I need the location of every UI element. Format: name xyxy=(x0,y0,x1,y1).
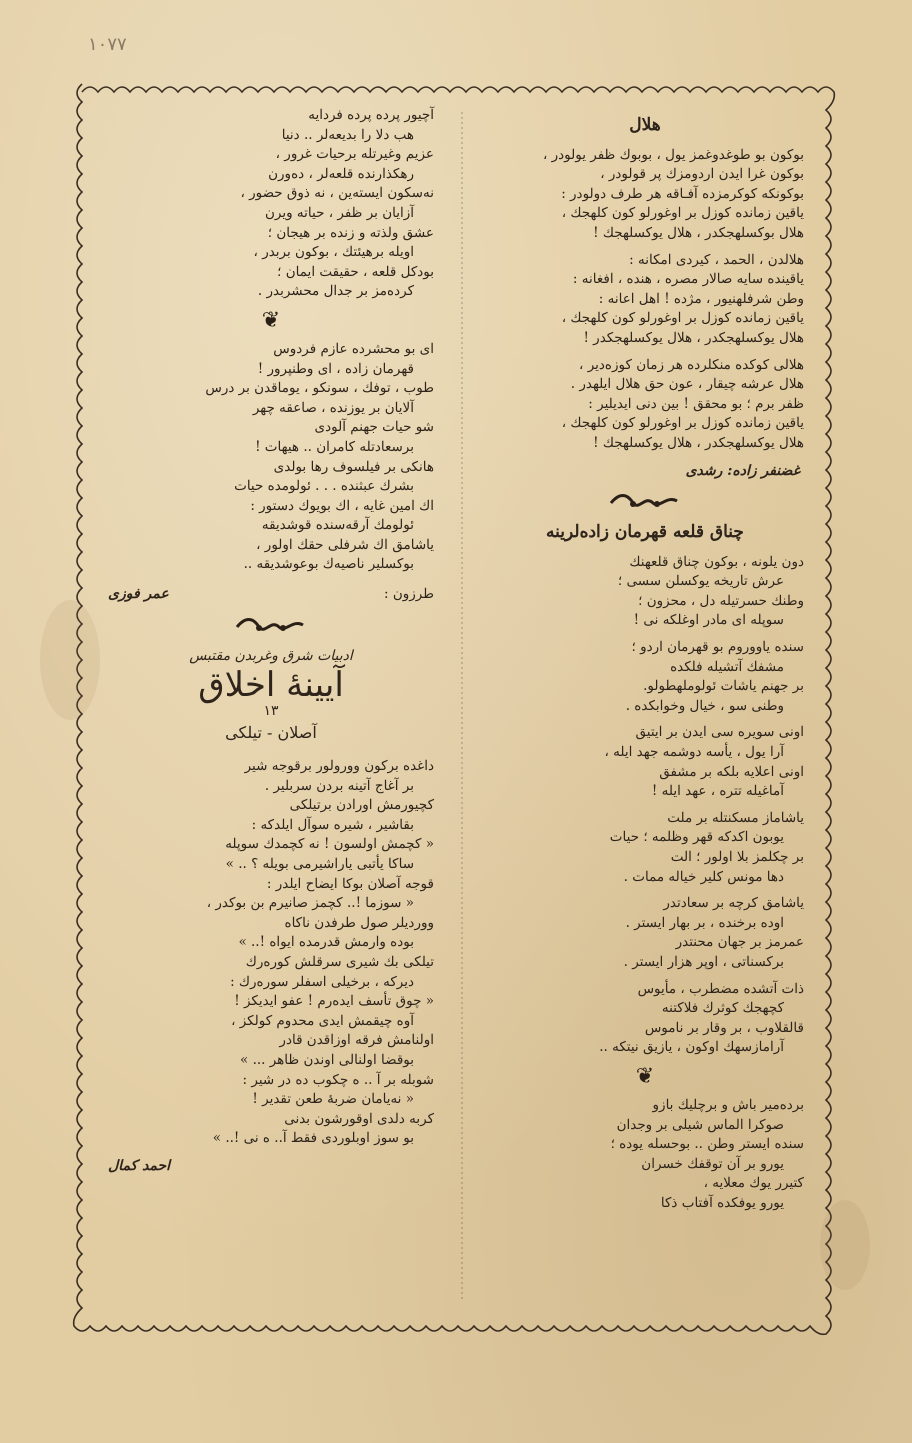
paper-stain xyxy=(820,1200,870,1290)
poem-line: آچیور پرده پرده فردایه xyxy=(308,107,434,123)
stanza xyxy=(108,340,434,575)
poem-title-hilal: هلال xyxy=(629,115,661,135)
stanza xyxy=(486,251,804,349)
stanza xyxy=(108,106,434,302)
poem-line: برسعادتله کامران .. هیهات ! xyxy=(255,438,414,455)
poem-line: مشفك آتشیله فلکده xyxy=(670,658,784,675)
stanza xyxy=(486,146,804,244)
poem-line: آماغیله تتره ، عهد ایله ! xyxy=(651,783,784,800)
ornament-divider xyxy=(605,491,685,511)
poem-line: قوجه آصلان بوکا ایضاح ایلدر : xyxy=(266,875,434,892)
poem-line: وطن شرفلهنیور ، مژده ! اهل اعانه : xyxy=(598,290,804,307)
poem-line: برده‌میر باش و برچلیك بازو xyxy=(652,1096,804,1113)
poem-line: بوکون غرا ایدن اردومزك پر قولودر ، xyxy=(600,166,804,183)
poem-line: اوده برخنده ، بر بهار ایستر . xyxy=(625,914,784,931)
fleuron-icon: ❦ xyxy=(635,1063,655,1089)
ornament-divider xyxy=(231,615,311,635)
poem-line: اولنامش فرقه اوزاقدن قادر xyxy=(279,1032,434,1049)
poem-top-footer xyxy=(108,585,434,605)
poem-line: بر آغاج آتینه بردن سربلیر . xyxy=(264,777,414,794)
poem-line: ذات آتشده مضطرب ، مأیوس xyxy=(637,980,804,997)
series-heading: ادبیات شرق وغربدن مقتبس xyxy=(189,647,353,664)
poem-line: هلالدن ، الحمد ، کیردی امکانه : xyxy=(629,251,804,268)
paper-stain xyxy=(40,600,100,720)
left-column xyxy=(108,106,434,1177)
poem-line: دیرکه ، برخیلی اسفلر سوره‌رك : xyxy=(230,973,414,990)
poem-line: هلال عرشه چیقار ، عون حق هلال ایلهدر . xyxy=(570,376,804,393)
fable-signature: احمد کمال xyxy=(108,1157,171,1174)
poem-line: کتیرر یوك معلایه ، xyxy=(703,1175,804,1192)
poem-line: ای بو محشرده عازم فردوس xyxy=(273,340,434,357)
poem-line: صوکرا الماس شیلی بر وجدان xyxy=(616,1116,784,1133)
poem-line: « نه‌یامان ضربهٔ طعن تقدیر ! xyxy=(252,1091,414,1108)
poem-line: آرا یول ، یأسه دوشمه جهد ایله ، xyxy=(604,744,784,761)
poem-line: یاقین زمانده کوزل بر اوغورلو کون کلهجك ، xyxy=(561,415,804,432)
poem-line: بودکل قلعه ، حقیقت ایمان ؛ xyxy=(277,263,434,280)
poem-hilal xyxy=(486,146,804,454)
poem-line: کچهجك کوثرك فلاکتنه xyxy=(661,1000,784,1017)
poem-line: دها مونس کلیر خیاله ممات . xyxy=(623,868,784,885)
poem-line: بر جهنم یاشات ئولوملهطولو. xyxy=(643,678,804,695)
poem-line: اونی اعلایه بلکه بر مشفق xyxy=(659,763,804,780)
poem-line: طوب ، توفك ، سونکو ، یوماقدن بر درس xyxy=(205,380,434,397)
poem-line: « سوزما !.. کچمز صانیرم بن بوکدر ، xyxy=(206,895,414,912)
poem-line: سنده یاووروم بو قهرمان اردو ؛ xyxy=(631,639,804,656)
poem-line: هلال یوکسلهجکدر ، هلال یوکسلهجك ! xyxy=(593,434,804,451)
poem-line: عزیم وغیرتله برحیات غرور ، xyxy=(275,146,434,163)
fable-subtitle: آصلان - تیلکی xyxy=(225,723,317,743)
poem-line: شوبله بر آ .. ه چکوب ده در شیر : xyxy=(242,1071,434,1088)
poem-line: یوبون اکدکه قهر وظلمه ؛ حیات xyxy=(609,829,784,846)
poem-line: آلایان بر یوزنده ، صاعقه چهر xyxy=(252,399,414,416)
poem-top-signature: عمر فوزی xyxy=(108,586,169,603)
poem-line: بوکسلیر ناصیه‌ك بوعوشدیقه .. xyxy=(243,556,414,573)
poem-line: بوکونکه کوکرمزده آفـاقه هر طرف دولودر : xyxy=(561,185,804,202)
poem-line: سوپله ای مادر اوغلکه نی ! xyxy=(633,612,784,629)
poem-title-canakkale: چناق قلعه قهرمان زاده‌لرینه xyxy=(546,522,744,543)
poem-line: بقاشیر ، شیره سوآل ایلدکه : xyxy=(251,816,414,833)
page-number: ١٠٧٧ xyxy=(88,34,127,55)
poem-line: رهکذارنده قلعه‌لر ، ده‌ورن xyxy=(268,165,414,182)
poem-line: « کچمش اولسون ! نه کچمدك سوپله xyxy=(225,836,434,853)
poem-line: وطنی سو ، خیال وخوابکده . xyxy=(625,697,784,714)
poem-line: ئولومك آرقه‌سنده قوشدیقه xyxy=(261,517,414,534)
poem-line: یورو بر آن توقفك خسران xyxy=(641,1155,784,1172)
stanza xyxy=(486,356,804,454)
poem-line: بشرك عبثنده . . . ئولومده حیات xyxy=(234,478,414,495)
poem-line: اویله برهیئتك ، بوکون بربدر ، xyxy=(253,244,414,261)
poem-canakkale xyxy=(486,553,804,1058)
poem-line: هلالی کوکده منکلرده هر زمان کوزه‌دیر ، xyxy=(579,356,804,373)
poem-line: سنده ایستر وطن .. بوحسله یوده ؛ xyxy=(610,1136,804,1153)
stanza xyxy=(486,553,804,631)
poem-line: هانکی بر فیلسوف رها بولدی xyxy=(273,458,434,475)
stanza xyxy=(486,809,804,887)
poem-line: قالقلاوب ، بر وقار بر ناموس xyxy=(644,1019,804,1036)
poem-line: بوقضا اولنالی اوندن ظاهر ... » xyxy=(240,1051,414,1068)
poem-line: کربه دلدی اوقورشون بدنی xyxy=(284,1110,434,1127)
poem-line: یورو یوفکده آفتاب ذکا xyxy=(660,1194,784,1211)
poem-signature: غضنفر زاده: رشدی xyxy=(685,462,800,479)
poem-line: داغده برکون وورولور برقوجه شیر xyxy=(244,758,434,775)
poem-line: عمرمز بر جهان محنتدر xyxy=(675,934,804,951)
poem-line: اك امین غایه ، اك بویوك دستور : xyxy=(250,497,434,514)
poem-line: یاقین زمانده کوزل بر اوغورلو کون کلهجك ، xyxy=(561,205,804,222)
poem-line: آزایان بر ظفر ، حیاته ویرن xyxy=(264,204,414,221)
poem-line: عشق ولذته و زنده بر هیجان ؛ xyxy=(267,224,434,241)
poem-line: ساکا یأتبی یاراشیرمی بویله ؟ .. » xyxy=(225,856,414,872)
poem-line: یاشاماز مسکنتله بر ملت xyxy=(667,809,804,826)
poem-line: وطنك حسرتیله دل ، محزون ؛ xyxy=(638,592,804,609)
poem-line: « چوق تأسف ایده‌رم ! عفو ایدیکز ! xyxy=(234,993,434,1010)
poem-line: یاقینده سایه صالار مصره ، هنده ، افغانه : xyxy=(572,271,804,288)
poem-top-place: طرزون : xyxy=(384,586,434,603)
main-title: آیینهٔ اخلاق xyxy=(198,665,344,706)
installment-number: ١٣ xyxy=(263,702,279,719)
right-column xyxy=(486,110,804,1214)
fleuron-icon: ❦ xyxy=(261,307,281,333)
poem-line: ظفر برم ؛ بو محقق ! بین دنی ایدیلیر : xyxy=(588,395,804,412)
poem-line: کچیورمش اورادن برتیلکی xyxy=(289,797,434,814)
poem-line: بو سوز اوبلوردی فقط آ.. ه نی !.. » xyxy=(212,1130,414,1147)
poem-line: بوکون بو طوغدوغمز یول ، بوبوك ظفر یولودر ، xyxy=(542,146,804,163)
poem-line: شو حیات جهنم آلودی xyxy=(314,419,434,436)
poem-line: آوه چیقمش ایدی محدوم کولکز ، xyxy=(231,1012,414,1029)
poem-line: بر چکلمز بلا اولور ؛ الت xyxy=(670,849,804,865)
poem-line: دون یلونه ، بوکون چناق قلعهنك xyxy=(629,553,804,570)
poem-line: بوده وارمش قدرمده ایواه !.. » xyxy=(238,934,414,951)
stanza xyxy=(486,894,804,972)
poem-line: قهرمان زاده ، ای وطنپرور ! xyxy=(257,360,414,377)
stanza xyxy=(486,638,804,716)
poem-canakkale-final-stanza xyxy=(486,1096,804,1214)
poem-line: ووردیلر صول طرفدن ناکاه xyxy=(284,914,434,931)
stanza xyxy=(486,980,804,1058)
poem-line: یاشامق کرچه بر سعادتدر xyxy=(663,895,804,912)
fable-poem xyxy=(108,757,434,1149)
poem-top xyxy=(108,106,434,575)
poem-line: اونی سویره سی ایدن بر ایتیق xyxy=(635,724,804,741)
poem-line: کرده‌مز بر جدال محشربدر . xyxy=(257,283,414,300)
poem-line: یاشامق اك شرفلی حقك اولور ، xyxy=(256,536,434,553)
poem-line: تیلکی بك شیری سرقلش کوره‌رك xyxy=(245,953,434,970)
poem-line: برکسناتی ، اوپر هزار ایستر . xyxy=(623,953,784,970)
poem-line: عرش تاریخه یوکسلن سسی ؛ xyxy=(617,573,784,590)
poem-line: هلال یوکسلهجکدر ، هلال یوکسلهجکدر ! xyxy=(583,329,804,346)
poem-line: نه‌سکون ایسته‌ین ، نه ذوق حضور ، xyxy=(240,185,434,202)
poem-line: هب دلا‌ را بدیعه‌لر .. دنیا xyxy=(281,126,414,143)
poem-line: یاقین زمانده کوزل بر اوغورلو کون کلهجك ، xyxy=(561,310,804,327)
stanza xyxy=(486,723,804,801)
poem-line: آرامازسهك اوکون ، یازیق نیتکه .. xyxy=(599,1039,784,1056)
poem-line: هلال بوکسلهجکدر ، هلال یوکسلهجك ! xyxy=(593,224,804,241)
